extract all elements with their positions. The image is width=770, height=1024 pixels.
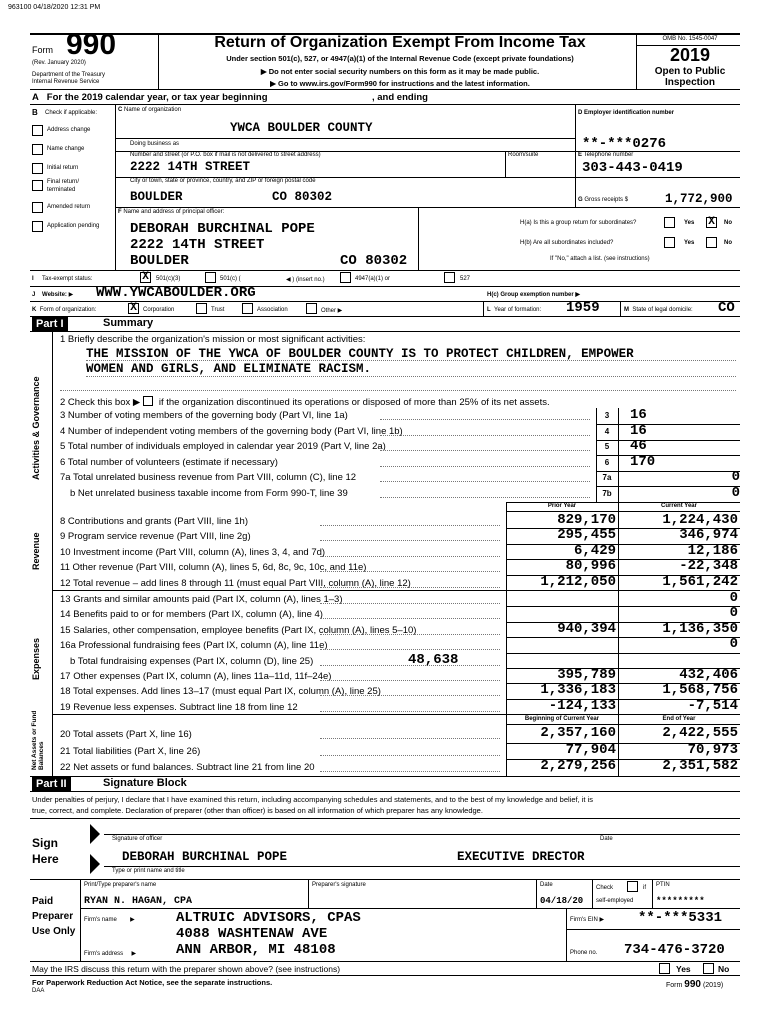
dot-leader [320,603,500,604]
initial-return-label: Initial return [47,165,79,171]
signature-officer-label: Signature of officer [112,836,163,842]
prep-date: 04/18/20 [540,896,584,906]
hb-no-checkbox[interactable] [706,237,717,248]
financial-line-text: 14 Benefits paid to or for members (Part IX, column (A), line 4) [60,609,323,621]
firm-address-label: Firm's address ▶ [84,951,137,957]
amended-return-checkbox[interactable] [32,202,43,213]
ha-no-checkbox[interactable]: X [706,217,717,228]
trust-checkbox[interactable] [196,303,207,314]
discuss-yes-checkbox[interactable] [659,963,670,974]
website-value: WWW.YWCABOULDER.ORG [96,285,256,301]
501c-checkbox[interactable] [205,272,216,283]
summary-line-text: 7a Total unrelated business revenue from Part VIII, column (C), line 12 [60,472,357,483]
ein-value: **-***0276 [582,136,667,152]
dot-leader [320,540,500,541]
summary-line-text: b Net unrelated business taxable income from Form 990-T, line 39 [70,487,348,499]
part1-label: Part I [32,317,68,331]
summary-line-text: 3 Number of voting members of the governing body (Part VI, line 1a) [60,410,348,421]
firm-name-label: Firm's name ▶ [84,917,135,923]
formation-label: L Year of formation: [487,307,542,313]
other-label: Other ▶ [321,308,343,314]
corporation-label: Corporation [143,307,175,313]
address-change-checkbox[interactable] [32,125,43,136]
omb-number: OMB No. 1545-0047 [662,36,718,42]
firm-ein: **-***5331 [638,910,723,926]
firm-address-line2: ANN ARBOR, MI 48108 [176,942,336,958]
financial-line-text: 13 Grants and similar amounts paid (Part IX, column (A), lines 1–3) [60,594,343,605]
inspection: Inspection [664,77,715,88]
prior-year-value: 2,279,256 [540,758,616,774]
phone-no-label: Phone no. [570,950,598,956]
sign-arrow-icon [88,820,102,880]
current-year-value: 1,561,242 [662,573,738,590]
dot-leader [320,755,500,756]
dot-leader [380,435,590,436]
form-label: Form [32,45,53,55]
501c3-checkbox[interactable]: X [140,272,151,283]
summary-line-number: 6 [604,457,610,467]
current-year-value: 346,974 [679,527,738,544]
current-year-value: -7,514 [687,697,738,714]
dot-leader [320,634,500,635]
corporation-checkbox[interactable]: X [128,303,139,314]
prep-name-label: Print/Type preparer's name [84,882,157,888]
summary-line-text: 5 Total number of individuals employed in calendar year 2019 (Part V, line 2a) [60,441,386,452]
financial-line-text: 10 Investment income (Part VIII, column (A), lines 3, 4, and 7d) [60,546,326,558]
address-change-label: Address change [47,127,91,133]
side-activities: Activities & Governance [31,376,41,480]
prior-year-value: 395,789 [557,667,616,683]
mission-line1: THE MISSION OF THE YWCA OF BOULDER COUNTY IS TO PROTECT CHILDREN, EMPOWER [86,347,634,361]
dot-leader [320,587,500,588]
other-checkbox[interactable] [306,303,317,314]
current-year-header: Current Year [661,503,697,509]
domicile-label: M State of legal domicile: [624,307,693,313]
hb-no-label: No [724,240,732,246]
current-year-value: 432,406 [679,667,738,683]
org-name-label: C Name of organization [118,107,182,113]
part2-title: Signature Block [103,777,187,789]
financial-line-text: 19 Revenue less expenses. Subtract line 18 from line 12 [60,701,298,713]
preparer-label: Preparer [32,911,74,922]
line-a-ending: , and ending [372,92,428,103]
ptin-value: ********* [656,896,705,906]
ha-yes-checkbox[interactable] [664,217,675,228]
4947-label: 4947(a)(1) or [355,276,391,282]
summary-line-number: 7a [602,473,612,482]
prior-year-value: 295,455 [557,527,616,544]
current-year-value: 70,973 [687,741,738,758]
officer-state-zip: CO 80302 [340,253,408,269]
street-label: Number and street (or P.O. box if mail is not delivered to street address) [130,152,321,158]
dot-leader [320,695,500,696]
ptin-label: PTIN [656,882,670,888]
current-year-value: 1,568,756 [662,682,738,699]
hb-yes-checkbox[interactable] [664,237,675,248]
instructions-link: ▶ Go to www.irs.gov/Form990 for instructions and the latest information. [270,79,530,88]
association-checkbox[interactable] [242,303,253,314]
officer-signature-title: EXECUTIVE DRECTOR [457,850,585,864]
current-year-value: 0 [729,590,738,606]
formation-year: 1959 [566,300,600,316]
form-subtitle: Under section 501(c), 527, or 4947(a)(1) of the Internal Revenue Code (except private foundations) [226,54,574,63]
527-label: 527 [460,276,471,282]
summary-line-value: 0 [731,469,740,485]
phone-label: E Telephone number [578,152,634,158]
line-k: K Form of organization: [32,307,97,313]
paperwork-notice: For Paperwork Reduction Act Notice, see the separate instructions. [32,978,273,987]
firm-name: ALTRUIC ADVISORS, CPAS [176,910,361,926]
officer-name: DEBORAH BURCHINAL POPE [130,221,315,237]
4947-checkbox[interactable] [340,272,351,283]
dba-label: Doing business as [130,141,180,147]
association-label: Association [257,307,288,313]
summary-line-value: 16 [630,407,647,423]
line-i: I Tax-exempt status: [32,276,93,282]
here-label: Here [32,852,59,866]
check-label: Check [596,885,614,891]
ha-question: H(a) Is this a group return for subordinates? [520,220,637,226]
financial-line-text: 22 Net assets or fund balances. Subtract line 21 from line 20 [60,762,315,773]
dot-leader [320,649,500,650]
side-expenses: Expenses [31,637,41,680]
line2-text: 2 Check this box ▶ if the organization discontinued its operations or disposed of more than 25% of its net assets. [60,397,550,408]
use-only-label: Use Only [32,926,76,937]
dept-irs: Internal Revenue Service [32,79,100,85]
prep-sig-label: Preparer's signature [312,882,366,888]
financial-line-text: 20 Total assets (Part X, line 16) [60,729,192,740]
ein-label: D Employer identification number [578,110,675,116]
current-year-value: 2,422,555 [662,725,738,741]
prep-name: RYAN N. HAGAN, CPA [84,896,193,907]
org-street: 2222 14TH STREET [130,160,251,174]
summary-line-text: 4 Number of independent voting members of the governing body (Part VI, line 1b) [60,425,403,437]
initial-return-checkbox[interactable] [32,163,43,174]
city-label: City or town, state or province, country, and ZIP or foreign postal code [130,178,316,184]
financial-line-text: 17 Other expenses (Part IX, column (A), lines 11a–11d, 11f–24e) [60,671,332,682]
hb-yes-label: Yes [684,240,695,246]
gross-receipts-label: G Gross receipts $ [578,197,629,203]
final-return-checkbox[interactable] [32,180,43,191]
officer-label: F Name and address of principal officer: [118,209,225,215]
dot-leader [380,450,590,451]
summary-line-number: 5 [604,442,610,451]
mission-line2: WOMEN AND GIRLS, AND ELIMINATE RACISM. [86,362,372,376]
financial-line-text: 21 Total liabilities (Part X, line 26) [60,745,201,757]
dot-leader [320,771,500,772]
website-label: J Website: ▶ [32,292,74,298]
paid-label: Paid [32,896,54,907]
discuss-no-checkbox[interactable] [703,963,714,974]
current-year-value: 12,186 [687,542,738,559]
prior-year-value: 829,170 [557,512,616,528]
summary-line-number: 7b [602,488,612,498]
self-employed-label: self-employed [596,898,634,904]
financial-line-text: b Total fundraising expenses (Part IX, column (D), line 25) [70,655,314,667]
prior-year-value: 1,336,183 [540,682,616,699]
application-pending-label: Application pending [47,223,100,229]
financial-line-text: 12 Total revenue – add lines 8 through 11 (must equal Part VIII, column (A), line 12) [60,577,411,589]
amended-return-label: Amended return [47,204,91,210]
application-pending-checkbox[interactable] [32,221,43,232]
summary-line-number: 3 [604,411,610,420]
prep-date-label: Date [540,882,553,888]
discuss-yes-label: Yes [676,964,691,974]
current-year-value: 1,136,350 [662,620,738,637]
firm-ein-label: Firm's EIN ▶ [570,917,605,923]
dot-leader [320,711,500,712]
firm-address-line1: 4088 WASHTENAW AVE [176,926,328,942]
type-name-label: Type or print name and title [112,868,185,874]
gross-receipts-value: 1,772,900 [665,192,733,206]
name-change-checkbox[interactable] [32,144,43,155]
form-title: Return of Organization Exempt From Income Tax [214,34,586,51]
ha-no-label: No [724,220,732,226]
self-employed-checkbox[interactable] [627,881,638,892]
final-return-label: Final return/ terminated [47,179,80,193]
prior-year-value: 940,394 [557,620,616,637]
dot-leader [320,556,500,557]
527-checkbox[interactable] [444,272,455,283]
summary-line-value: 0 [731,484,740,501]
line-a: A For the 2019 calendar year, or tax year beginning [32,92,268,103]
line2-checkbox[interactable] [143,396,153,406]
current-year-value: 0 [729,636,738,653]
dot-leader [320,738,500,739]
prior-year-value: 80,996 [565,558,616,575]
form-revision: (Rev. January 2020) [32,60,86,66]
financial-line-text: 16a Professional fundraising fees (Part IX, column (A), line 11e) [60,640,328,652]
prior-year-header: Prior Year [547,503,577,509]
hb-question: H(b) Are all subordinates included? [520,240,614,246]
eoy-header: End of Year [662,716,696,722]
box-b-text: Check if applicable: [45,110,98,116]
open-public: Open to Public [654,66,726,77]
ssn-warning: ▶ Do not enter social security numbers on this form as it may be made public. [260,67,540,76]
financial-line-text: 9 Program service revenue (Part VIII, line 2g) [60,531,251,543]
officer-city: BOULDER [130,253,189,269]
perjury-line2: true, correct, and complete. Declaration of preparer (other than officer) is based on all information of which preparer has any knowledge. [32,806,483,815]
501c3-label: 501(c)(3) [156,276,181,282]
financial-line-text: 18 Total expenses. Add lines 13–17 (must equal Part IX, column (A), line 25) [60,686,381,698]
row-rule [506,653,740,654]
firm-phone: 734-476-3720 [624,942,725,958]
discuss-question: May the IRS discuss this return with the preparer shown above? (see instructions) [32,964,341,974]
domicile-value: CO [718,300,735,316]
dot-leader [380,497,590,498]
part1-title: Summary [103,317,154,329]
current-year-value: 0 [729,605,738,622]
current-year-value: 2,351,582 [662,758,738,774]
org-state-zip: CO 80302 [272,190,333,204]
officer-street: 2222 14TH STREET [130,237,265,253]
dot-leader [320,680,500,681]
ha-yes-label: Yes [684,220,695,226]
footer-form: Form 990 (2019) [666,979,724,990]
prior-year-value: 2,357,160 [540,725,616,741]
dot-leader [320,571,500,572]
form-number: 990 [66,28,117,61]
summary-line-value: 16 [630,422,647,439]
summary-line-value: 46 [630,438,647,454]
prior-year-value: -124,133 [548,697,616,714]
hc-label: H(c) Group exemption number ▶ [487,292,580,298]
501c-label: 501(c) ( [220,276,241,282]
print-stamp: 963100 04/18/2020 12:31 PM [8,4,101,11]
side-revenue: Revenue [31,532,41,570]
sign-label: Sign [32,836,58,850]
org-city: BOULDER [130,190,183,204]
org-name: YWCA BOULDER COUNTY [230,121,373,135]
summary-line-value: 170 [630,453,656,470]
summary-line-number: 4 [604,426,610,436]
if-label: if [643,885,646,891]
trust-label: Trust [211,307,225,313]
dot-leader [380,466,590,467]
financial-line-text: 8 Contributions and grants (Part VIII, line 1h) [60,516,248,527]
current-year-value: -22,348 [679,558,738,575]
discuss-no-label: No [718,964,730,974]
officer-signature-name: DEBORAH BURCHINAL POPE [122,850,288,864]
boy-header: Beginning of Current Year [524,716,600,722]
room-label: Room/suite [508,152,539,158]
fundraising-value: 48,638 [408,652,459,668]
phone-value: 303-443-0419 [582,160,683,176]
line1-text: 1 Briefly describe the organization's mission or most significant activities: [60,334,366,345]
dot-leader [380,481,590,482]
dot-leader [320,525,500,526]
name-change-label: Name change [47,146,85,152]
tax-year: 2019 [669,45,711,65]
box-b-label: B [32,108,38,117]
current-year-value: 1,224,430 [662,512,738,528]
insert-no-label: ◀ ) (insert no.) [286,277,325,283]
prior-year-value: 1,212,050 [540,573,616,590]
prior-year-value: 77,904 [565,741,616,758]
part2-label: Part II [32,777,71,791]
sig-date-label: Date [600,836,613,842]
dot-leader [380,419,590,420]
prior-year-value: 6,429 [573,542,616,559]
summary-line-text: 6 Total number of volunteers (estimate if necessary) [60,456,278,468]
perjury-line1: Under penalties of perjury, I declare that I have examined this return, including accompanying schedules and statements, and to the best of my knowledge and belief, it is [32,795,594,804]
dept-treasury: Department of the Treasury [32,72,106,78]
side-net-assets: Net Assets or Fund Balances [31,710,45,770]
dot-leader [320,618,500,619]
financial-line-text: 11 Other revenue (Part VIII, column (A), lines 5, 6d, 8c, 9c, 10c, and 11e) [60,562,367,574]
financial-line-text: 15 Salaries, other compensation, employee benefits (Part IX, column (A), lines 5–10) [60,624,417,636]
daa-label: DAA [32,988,45,994]
hb-note: If "No," attach a list. (see instructions) [550,256,650,262]
